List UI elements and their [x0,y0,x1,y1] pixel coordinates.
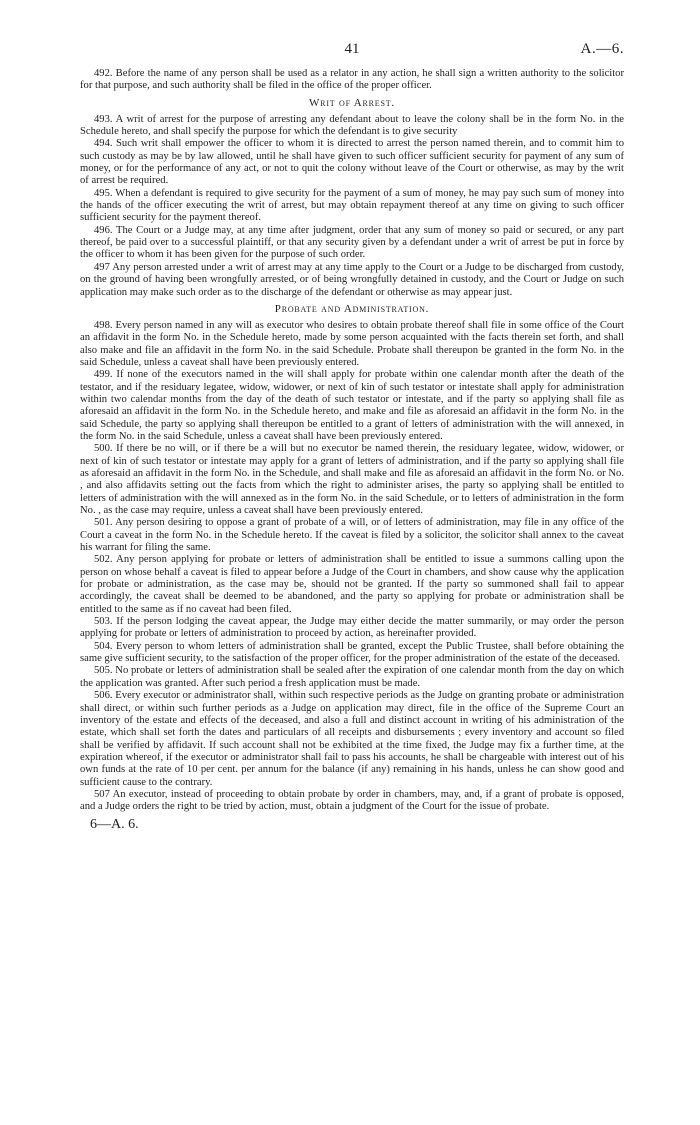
rule-paragraph: 498. Every person named in any will as executor who desires to obtain probate thereof shall file in some office of the Court an affidavit in the form No. in the Schedule hereto, made by some person acquainted with the facts therein set forth, and shall also make and file an affidavit in the form No. in the said Schedule. Probate shall thereupon be granted in the form No. in the said Schedule, unless a caveat shall have been previously entered. [80,319,624,368]
rule-paragraph: 503. If the person lodging the caveat appear, the Judge may either decide the matter summarily, or may order the person applying for probate or letters of administration to proceed by action, as hereinafter provided. [80,616,624,640]
rule-paragraph: 495. When a defendant is required to give security for the payment of a sum of money, he may pay such sum of money into the hands of the officer executing the writ of arrest, but may obtain repayment thereof at any time on giving to such officer sufficient security for the payment thereof. [80,187,624,224]
rule-paragraph: 504. Every person to whom letters of administration shall be granted, except the Public Trustee, shall before obtaining the same give sufficient security, to the satisfaction of the proper officer, for the proper administration of the estate of the deceased. [80,640,624,665]
section-heading: Probate and Administration. [274,302,430,315]
rule-paragraph: 493. A writ of arrest for the purpose of arresting any defendant about to leave the colony shall be in the form No. in the Schedule hereto, and shall specify the purpose for which the defendant is to give security [80,113,624,138]
section-heading: Writ of Arrest. [309,96,395,109]
document-reference: A.—6. [580,41,624,57]
rule-paragraph: 507 An executor, instead of proceeding to obtain probate by order in chambers, may, and, if a grant of probate is opposed, and a Judge orders the right to be tried by action, must, obtain a judgment of the Court for the issue of probate. [80,788,624,813]
rule-paragraph: 505. No probate or letters of administration shall be sealed after the expiration of one calendar month from the day on which the application was granted. After such period a fresh application must be made. [80,665,624,689]
rule-paragraph: 506. Every executor or administrator shall, within such respective periods as the Judge on granting probate or administration shall direct, or within such further periods as a Judge on application may direct, file in the office of the Supreme Court an inventory of the estate and effects of the deceased, and also a full and distinct account in writing of his administration of the estate, which shall set forth the dates and particulars of all receipts and disbursements ; every inventory and account so filed shall be verified by affidavit. If such account shall not be exhibited at the time fixed, the Judge may fix a further time, at the expiration whereof, if the executor or administrator shall fail to pass his accounts, he shall be chargeable with interest out of his own funds at the rate of 10 per cent. per annum for the balance (if any) remaining in his hands, unless he can show good and sufficient cause to the contrary. [80,690,624,788]
footer-reference: 6—A. 6. [90,816,139,832]
rule-paragraph: 501. Any person desiring to oppose a grant of probate of a will, or of letters of administration, may file in any office of the Court a caveat in the form No. in the Schedule hereto. If the caveat is filed by a solicitor, the solicitor shall annex to the caveat his warrant for filing the same. [80,517,624,554]
rule-paragraph: 494. Such writ shall empower the officer to whom it is directed to arrest the person named therein, and to commit him to such custody as may be by law allowed, until he shall have given to such officer sufficient security for payment of any sum of money, or for the performance of any act, or not to quit the colony without leave of the Court or otherwise, as may by the writ of arrest be required. [80,138,624,187]
page-header [80,40,624,64]
rule-paragraph: 502. Any person applying for probate or letters of administration shall be entitled to issue a summons calling upon the person on whose behalf a caveat is filed to appear before a Judge of the Court in chambers, and show cause why the application for probate or administration, as the case may be, should not be granted. If the party so summoned shall fail to appear accordingly, the caveat shall be deemed to be abandoned, and the party so applying for probate or administration shall be entitled to the same as if no caveat had been filed. [80,554,624,615]
rule-paragraph: 500. If there be no will, or if there be a will but no executor be named therein, the residuary legatee, widow, widower, or next of kin of such testator or intestate may apply for a grant of letters of administration, and if the party so applying shall file as aforesaid an affidavit in the form No. in the Schedule, and shall make and file as aforesaid an affidavit in the form No. or No. , and also affidavits setting out the facts from which the right to administer arises, the party so applying shall be entitled to letters of administration with the will annexed as in the form No. in the said Schedule, or to letters of administration in the form No. , as the case may require, unless a caveat shall have been previously entered. [80,443,624,516]
rule-paragraph: 497 Any person arrested under a writ of arrest may at any time apply to the Court or a Judge to be discharged from custody, on the ground of having been wrongfully arrested, or of being wrongfully detained in custody, and the Court or Judge on such application may make such order as to the discharge of the defendant or otherwise as may appear just. [80,261,624,298]
rule-paragraph: 496. The Court or a Judge may, at any time after judgment, order that any sum of money so paid or secured, or any part thereof, be paid over to a successful plaintiff, or that any security given by a defendant under a writ of arrest be put in force by the officer to whom it has been given for the purpose of such order. [80,224,624,261]
document-body [80,68,624,814]
rule-paragraph: 492. Before the name of any person shall be used as a relator in any action, he shall sign a written authority to the solicitor for that purpose, and such authority shall be filed in the office of the proper officer. [80,68,624,92]
rule-paragraph: 499. If none of the executors named in the will shall apply for probate within one calendar month after the death of the testator, and if the residuary legatee, widow, widower, or next of kin of such testator or intestate shall apply for administration within two calendar months from the day of the death of such testator or intestate, and if the party so applying shall file as aforesaid an affidavit in the form No. in the Schedule hereto, and make and file as aforesaid an affidavit in the form No. in the said Schedule, the party so applying shall thereupon be entitled to a grant of letters of administration with the will annexed, in the form No. in the said Schedule, unless a caveat shall have been previously entered. [80,369,624,442]
page-number: 41 [344,41,360,57]
